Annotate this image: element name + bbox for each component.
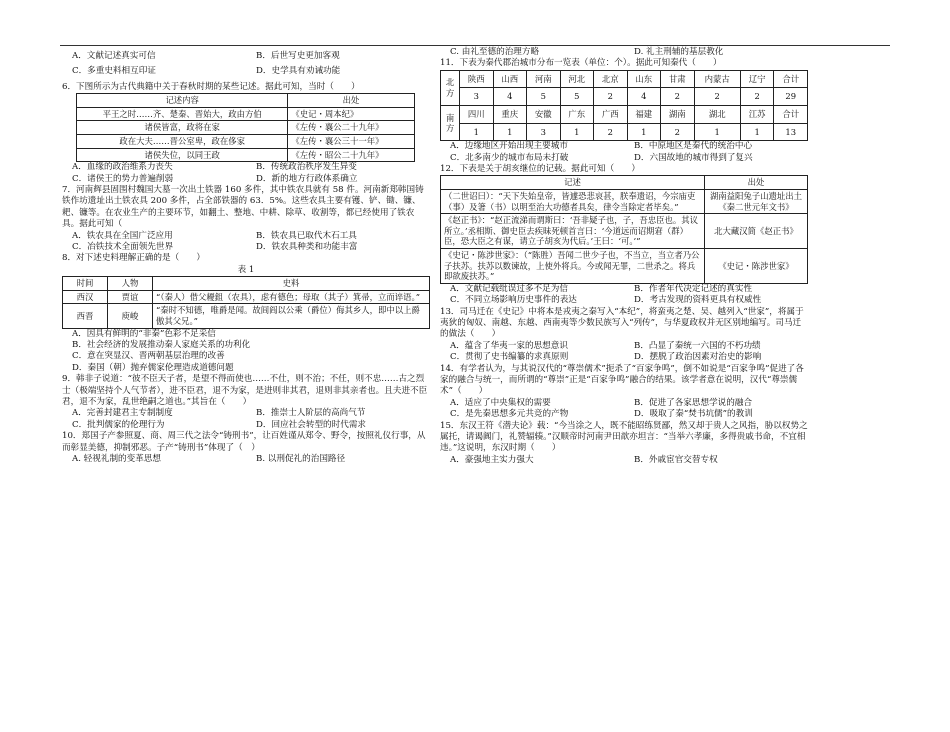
table-cell: 北大藏汉简《赵正书》 (705, 214, 808, 249)
question-14-stem: 14．有学者认为，与其说汉代的“尊崇儒术”扼杀了“百家争鸣”，倒不如说是“百家争鸣”促进了各家的融合与统一，而所谓的“尊崇”正是“百家争鸣”融合的结果。该学者意在说明，汉代“尊崇儒术”（ ） (440, 363, 804, 397)
table-cell: 诸侯皆富，政将在家 (77, 121, 288, 135)
question-15-stem: 15．东汉王符《潜夫论》载：“今当涂之人，既不能昭练贤鄙，然又却于贵人之风指，胁以权势之属托，请谒阗门，礼赞辐辏。”汉顺帝时河南尹田歆亦坦言：“当举六孝廉，多得贵戚书命，不宜相违。”这说明，东汉时期（ ） (440, 420, 808, 454)
table-cell: 3 (460, 88, 494, 106)
q6-options (62, 162, 430, 185)
table-cell: 福建 (627, 106, 661, 124)
option: A．蕴含了华夷一家的思想意识 (450, 340, 568, 351)
question-9-stem: 9．韩非子说道：“彼不臣天子者，是望不得而使也……不仕，则不治；不任，则不忠……古之烈士（极端坚持个人气节者），进不臣君，退不为家，是进则非其君，退则非其亲者也。且夫进不臣君，退不为家，乱世绝嗣之道也。”其旨在（ ） (62, 374, 428, 408)
table-cell: 2 (661, 123, 695, 141)
q14-options (440, 398, 808, 421)
option: B．铁农具已取代木石工具 (256, 230, 357, 241)
option: C. 由礼至德的治理方略 (450, 47, 540, 57)
question-7-stem: 7．河南辉县固围村魏国大墓一次出土铁器 160 多件，其中铁农具就有 58 件。河南新郑韩国铸铁作坊遗址出土铁农具 200 多件，占全部铁器的 63．5%。这些农具主要有镬、铲、锄、镰、耙、镰等。在农业生产的主要环节，如翻土、整地、中耕、除草、收割等，都已经使用了铁农具。据此可知（ (62, 185, 424, 230)
question-6-table (76, 93, 415, 162)
table-cell: 4 (493, 88, 527, 106)
table-cell: 南方 (441, 106, 460, 141)
table-cell: 《史记・陈涉世家》：（“陈胜）吾闻二世少子也，不当立，当立者乃公子扶苏。扶苏以数谏故，上使外将兵。今或闻无罪，二世杀之。将兵即欲废扶苏。” (441, 248, 705, 283)
table-cell: 1 (560, 123, 594, 141)
table-header: 出处 (705, 176, 808, 190)
option: C．北多南少的城市布局未打破 (450, 152, 569, 163)
q10-options-cd (440, 47, 808, 58)
table-cell: 甘肃 (661, 70, 695, 88)
table-cell: 四川 (460, 106, 494, 124)
option: B．作者年代决定记述的真实性 (634, 283, 753, 294)
option: A．文献记述真实可信 (72, 51, 156, 61)
option: D．史学具有劝诫功能 (256, 66, 341, 77)
question-10-stem: 10．郑国子产参照夏、商、周三代之法令“铸刑书”，让百姓谨从郑令、野令，按照礼仪行事，从而彰显美德，抑制邪恶。子产“铸刑书”体现了（ ） (62, 431, 426, 453)
table-cell: 江苏 (740, 106, 774, 124)
table-header: 出处 (288, 94, 414, 108)
table-cell: 山西 (493, 70, 527, 88)
option: D．回应社会转型的时代需求 (256, 419, 367, 430)
table-cell: 安徽 (527, 106, 561, 124)
option: B．社会经济的发展推动秦人家庭关系的功利化 (72, 340, 251, 351)
table-cell: 《史记・周本纪》 (288, 107, 414, 121)
option: A．铁农具在全国广泛应用 (72, 230, 173, 241)
table-header: 时间 (63, 277, 108, 291)
option: D．新的地方行政体系确立 (256, 173, 358, 184)
table-cell: 2 (694, 88, 740, 106)
table-cell: 辽宁 (740, 70, 774, 88)
table-cell: “秦时不知德，唯爵是闻。故闾阎以公乘（爵位）侮其乡人，即中以上爵傲其父兄。” (153, 304, 430, 328)
table-cell: 《赵正书》：“赵正流涕而谓斯曰：‘吾非疑子也，子，吾忠臣也。其议所立。’丞相斯、御史臣去疾昧死顿首言曰：‘今道远而诏期宭（群）臣，恐大臣之有谋，请立子胡亥为代后。’王曰：‘可。’” (441, 214, 705, 249)
table-header: 记述 (441, 176, 705, 190)
table-cell: “（秦人）借父耰鉏（农具），虑有德色；母取（其子）箕帚，立而谇语。” (153, 290, 430, 304)
option: B．后世写史更加客观 (256, 51, 340, 61)
option: D．铁农具种类和功能丰富 (256, 242, 358, 253)
question-8-stem: 8．对下述史料理解正确的是（ ） (62, 253, 205, 264)
table-cell: 1 (627, 123, 661, 141)
table-cell: 合计 (774, 70, 808, 88)
table-cell: 1 (460, 123, 494, 141)
question-12-table (440, 175, 808, 283)
q9-options (62, 408, 430, 431)
question-6-stem: 6．下图所示为古代典籍中关于春秋时期的某些记述。据此可知，当时（ ） (62, 81, 360, 92)
table-cell: 2 (740, 88, 774, 106)
q11-options (440, 141, 808, 164)
table-cell: 《左传・襄公三十一年》 (288, 135, 414, 149)
table-cell: 西晋 (63, 304, 108, 328)
option: C．贯彻了史书编纂的求真原则 (450, 352, 569, 363)
table-cell: 4 (627, 88, 661, 106)
table-cell: 1 (740, 123, 774, 141)
q12-options (440, 284, 808, 307)
option: A．血缘的政治维系力丧失 (72, 162, 173, 173)
option: D．秦国（朝）抛弃儒家伦理造成道德问题 (72, 362, 234, 373)
table-cell: 政在大夫……晋公室卑，政在侈家 (77, 135, 288, 149)
question-12-stem: 12．下表是关于胡亥继位的记载。据此可知（ ） (440, 164, 640, 174)
table-cell: 2 (661, 88, 695, 106)
option: C．批判儒家的伦理行为 (72, 419, 165, 430)
option: C．不同立场影响历史事件的表达 (450, 295, 577, 306)
table-cell: 河北 (560, 70, 594, 88)
table-cell: 3 (527, 123, 561, 141)
table-header: 史料 (153, 277, 430, 291)
table-cell: 陕西 (460, 70, 494, 88)
left-column (62, 47, 430, 466)
table-cell: 2 (594, 88, 628, 106)
option: C．是先秦思想多元共竞的产物 (450, 409, 569, 420)
right-column (440, 47, 808, 466)
table-cell: 湖南益阳兔子山遗址出土《秦二世元年文书》 (705, 190, 808, 214)
table-cell: 1 (493, 123, 527, 141)
table-cell: 北京 (594, 70, 628, 88)
table-cell: 湖北 (694, 106, 740, 124)
q5-options-ab (62, 51, 430, 62)
table-cell: 2 (594, 123, 628, 141)
q8-options (62, 329, 430, 375)
table-cell: 《左传・昭公二十九年》 (288, 148, 414, 162)
table-cell: 5 (560, 88, 594, 106)
option: C．诸侯王的势力普遍削弱 (72, 173, 174, 184)
table-cell: 广西 (594, 106, 628, 124)
option: A．适应了中央集权的需要 (450, 397, 551, 408)
table-cell: 庾峻 (108, 304, 153, 328)
table-cell: 5 (527, 88, 561, 106)
option: A．边缘地区开始出现主要城市 (450, 141, 568, 152)
table-cell: 内蒙古 (694, 70, 740, 88)
option: B．凸显了秦统一六国的不朽功绩 (634, 340, 761, 351)
q5-options-cd (62, 66, 430, 77)
option: B．促进了各家思想学说的融合 (634, 397, 753, 408)
q7-options (62, 231, 430, 254)
q15-options (440, 455, 808, 466)
table-header: 记述内容 (77, 94, 288, 108)
table-cell: 《左传・襄公二十九年》 (288, 121, 414, 135)
table-cell: 贾谊 (108, 290, 153, 304)
option: D. 礼主刑辅的基层教化 (634, 47, 724, 57)
table-cell: 山东 (627, 70, 661, 88)
table-cell: 西汉 (63, 290, 108, 304)
option: C．意在突显汉、晋两朝基层治理的改善 (72, 351, 225, 362)
option: A．文献记载纰误过多不足为信 (450, 283, 568, 294)
option: B．中原地区是秦代的统治中心 (634, 141, 753, 152)
table-cell: 重庆 (493, 106, 527, 124)
option: B．传统政治秩序发生异变 (256, 162, 357, 173)
table-cell: 29 (774, 88, 808, 106)
q10-options (62, 454, 430, 465)
option: B. 以刑促礼的治国路径 (256, 454, 346, 465)
question-11-table (440, 70, 808, 141)
option: C．冶铁技术全面领先世界 (72, 242, 174, 253)
question-13-stem: 13．司马迁在《史记》中将本是戎夷之秦写入“本纪”，将蛮夷之楚、吴、越列入“世家”，将属于夷狄的匈奴、南越、东越、西南夷等少数民族写入“列传”，与华夏政权并无区别地编写。司马迁的做法（ ） (440, 306, 804, 340)
question-8-table (62, 276, 430, 328)
header-rule (60, 45, 890, 46)
option: A. 轻视礼制的变革思想 (72, 454, 162, 465)
option: D．考古发现的资料更具有权威性 (634, 295, 762, 306)
question-11-stem: 11．下表为秦代郡治城市分布一览表（单位：个）。据此可知秦代（ ） (440, 58, 722, 69)
table-cell: 《史记・陈涉世家》 (705, 248, 808, 283)
option: B．推崇士人阶层的高尚气节 (256, 408, 366, 419)
table-cell: 1 (694, 123, 740, 141)
option: D．摆脱了政治因素对治史的影响 (634, 352, 762, 363)
table-cell: 河南 (527, 70, 561, 88)
option: A．因具有鲜明的“非秦”色彩不足采信 (72, 328, 216, 339)
option: A．完善封建君主专制制度 (72, 408, 173, 419)
table-cell: （二世诏曰）：“天下失始皇帝，皆遽恐悲哀甚，朕奉遗诏，今宗庙吏（事）及箸（书）以明至治大功德者具矣，律令当除定者毕矣。” (441, 190, 705, 214)
option: A．豪强地主实力强大 (450, 454, 534, 465)
table-caption: 表 1 (237, 264, 255, 275)
table-cell: 湖南 (661, 106, 695, 124)
option: C．多重史料相互印证 (72, 66, 156, 77)
table-header: 人物 (108, 277, 153, 291)
option: B．外戚宦官交替专权 (634, 454, 718, 465)
option: D．吸取了秦“焚书坑儒”的教训 (634, 409, 753, 420)
table-cell: 北方 (441, 70, 460, 105)
table-cell: 广东 (560, 106, 594, 124)
table-cell: 合计 (774, 106, 808, 124)
table-cell: 平王之时……齐、楚秦、晋始大，政由方伯 (77, 107, 288, 121)
q13-options (440, 341, 808, 364)
table-cell: 13 (774, 123, 808, 141)
table-cell: 诸侯失位，以同王政 (77, 148, 288, 162)
option: D．六国故地的城市得到了复兴 (634, 152, 753, 163)
